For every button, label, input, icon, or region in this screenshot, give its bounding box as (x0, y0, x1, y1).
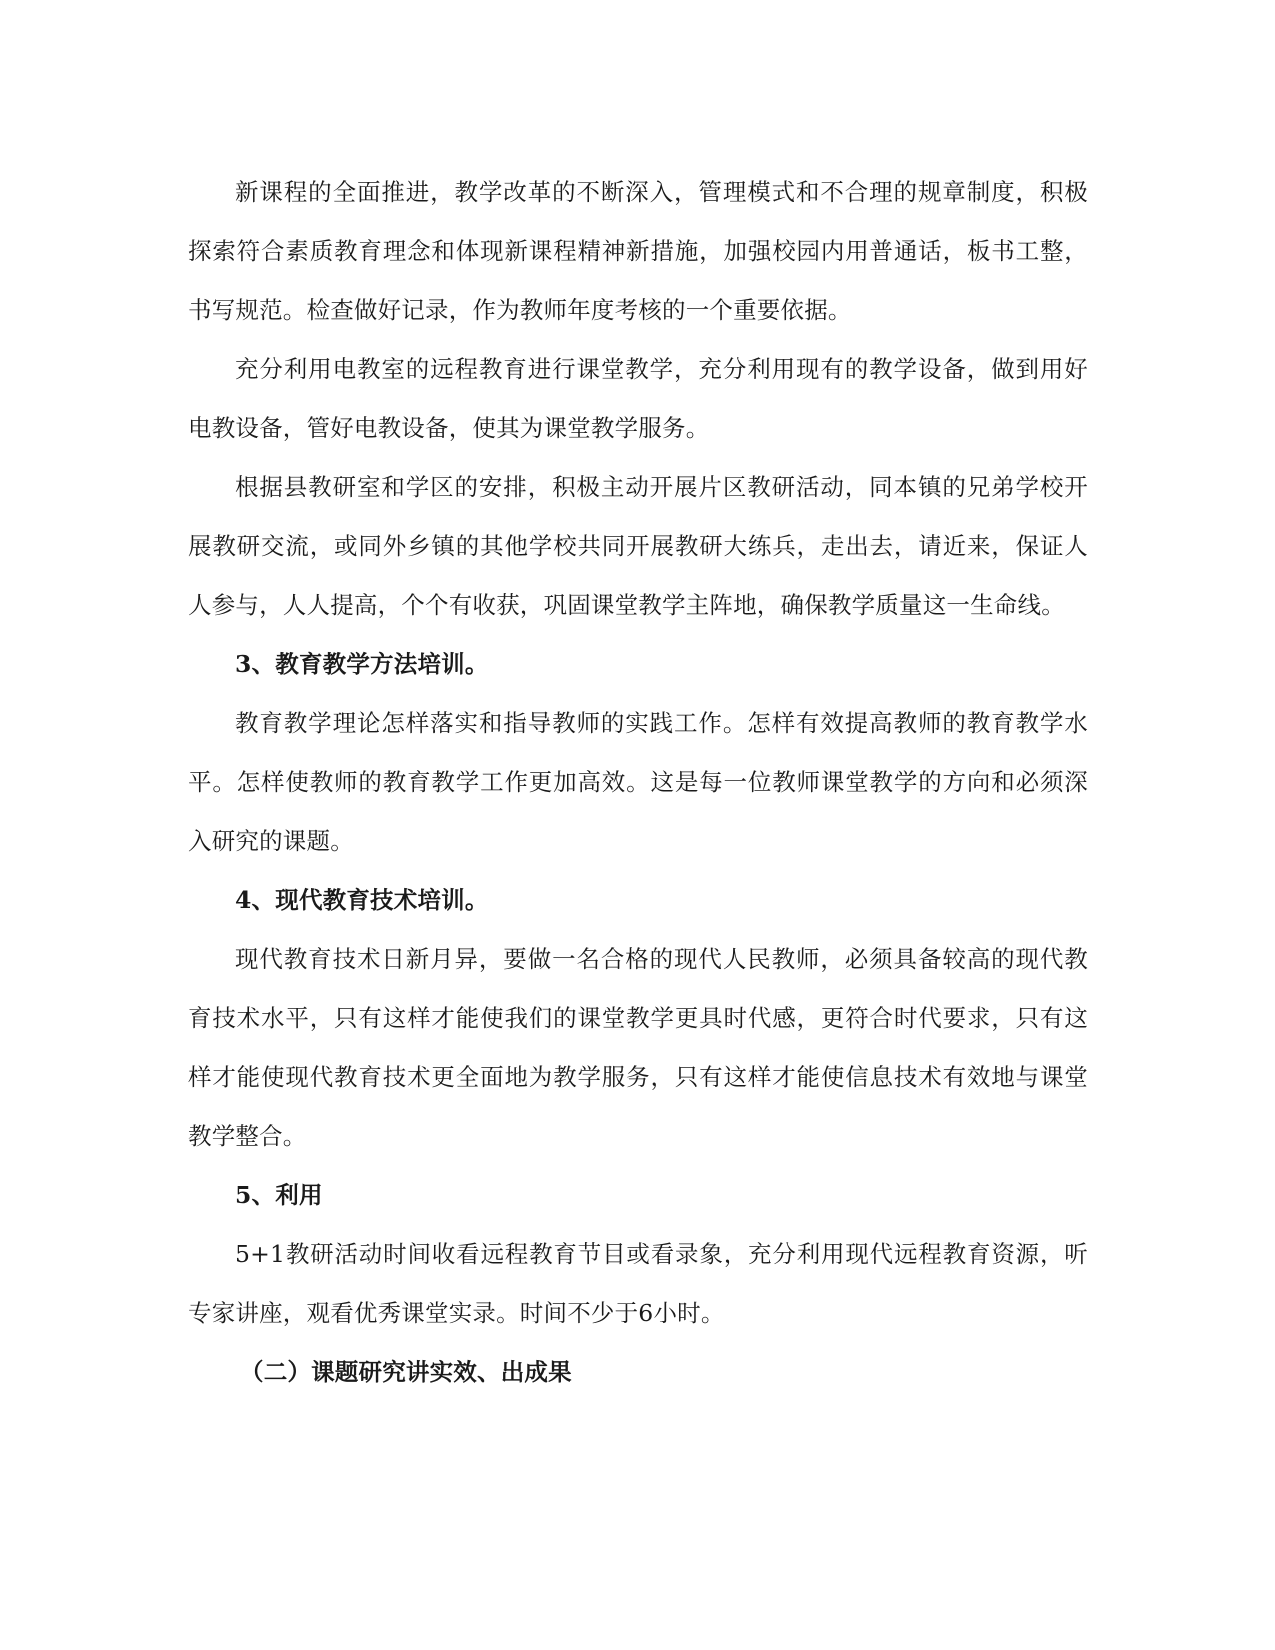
paragraph-modern-education-tech: 现代教育技术日新月异，要做一名合格的现代人民教师，必须具备较高的现代教育技术水平，只有这样才能使我们的课堂教学更具时代感，更符合时代要求，只有这样才能使现代教育技术更全面地为教学服务，只有这样才能使信息技术有效地与课堂教学整合。 (188, 945, 1088, 1150)
document-body (188, 163, 1088, 1402)
heading-modern-tech-training: 4、现代教育技术培训。 (235, 886, 489, 914)
heading-teaching-methods-training: 3、教育教学方法培训。 (235, 650, 489, 678)
heading-research-results: （二）课题研究讲实效、出成果 (240, 1358, 572, 1386)
paragraph-curriculum-reform: 新课程的全面推进，教学改革的不断深入，管理模式和不合理的规章制度，积极探索符合素质教育理念和体现新课程精神新措施，加强校园内用普通话，板书工整，书写规范。检查做好记录，作为教师年度考核的一个重要依据。 (188, 178, 1088, 324)
paragraph-remote-education: 5+1教研活动时间收看远程教育节目或看录象，充分利用现代远程教育资源，听专家讲座，观看优秀课堂实录。时间不少于6小时。 (188, 1240, 1088, 1327)
paragraph-audio-visual-room: 充分利用电教室的远程教育进行课堂教学，充分利用现有的教学设备，做到用好电教设备，管好电教设备，使其为课堂教学服务。 (188, 355, 1088, 442)
paragraph-teaching-research: 根据县教研室和学区的安排，积极主动开展片区教研活动，同本镇的兄弟学校开展教研交流，或同外乡镇的其他学校共同开展教研大练兵，走出去，请近来，保证人人参与，人人提高，个个有收获，巩固课堂教学主阵地，确保教学质量这一生命线。 (188, 473, 1088, 619)
heading-utilization: 5、利用 (235, 1181, 323, 1209)
paragraph-teaching-theory: 教育教学理论怎样落实和指导教师的实践工作。怎样有效提高教师的教育教学水平。怎样使教师的教育教学工作更加高效。这是每一位教师课堂教学的方向和必须深入研究的课题。 (188, 709, 1088, 855)
